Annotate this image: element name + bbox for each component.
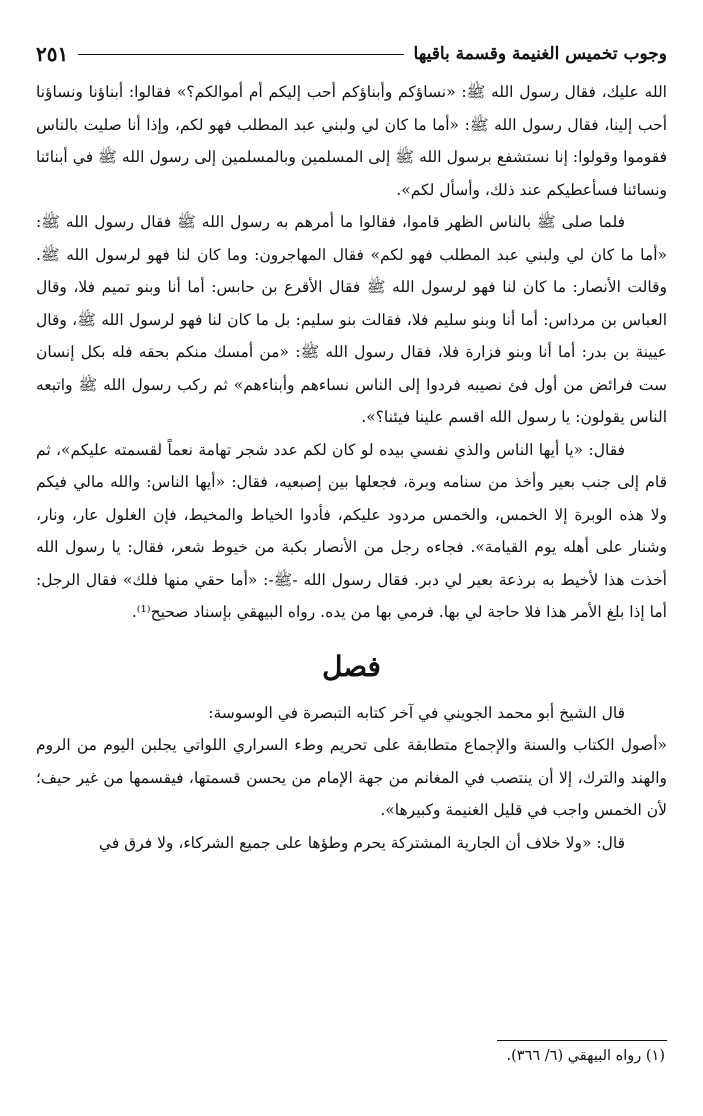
footnote: (١) رواه البيهقي (٦/ ٣٦٦). [506,1048,665,1064]
paragraph: قال الشيخ أبو محمد الجويني في آخر كتابه التبصرة في الوسوسة: [208,703,625,722]
paragraph: فلما صلى ﷺ بالناس الظهر قاموا، فقالوا ما أمرهم به رسول الله ﷺ فقال رسول الله ﷺ: «أما ما كان لي ولبني عبد المطلب فهو لكم» فقال المهاجرون: وما كان لنا فهو لرسول الله ﷺ. وقالت الأنصار: ما كان لنا فهو لرسول الله ﷺ فقال الأقرع بن حابس: أما أنا وبنو تميم فلا، وقال العباس بن مرداس: أما أنا وبنو سليم فلا، فقالت بنو سليم: بل ما كان لنا فهو لرسول الله ﷺ، وقال عيينة بن بدر: أما أنا وبنو فزارة فلا، فقال رسول الله ﷺ: «من أمسك منكم بحقه فله بكل إنسان ست فرائض من أول فئ نصيبه فردوا إلى الناس نساءهم وأبناءهم» ثم ركب رسول الله ﷺ واتبعه الناس يقولون: يا رسول الله اقسم علينا فيئنا؟». [36,213,667,426]
paragraph: فقال: «يا أيها الناس والذي نفسي بيده لو كان لكم عدد شجر تهامة نعماً لقسمته عليكم»، ثم قام إلى جنب بعير وأخذ من سنامه وبرة، فجعلها بين إصبعيه، فقال: «أيها الناس: والله مالي فيكم ولا هذه الوبرة إلا الخمس، والخمس مردود عليكم، فأدوا الخياط والمخيط، فإن الغلول عار، ونار، وشنار على أهله يوم القيامة». فجاءه رجل من الأنصار بكبة من خيوط شعر، فقال: يا رسول الله أخذت هذا لأخيط به برذعة بعير لي دبر. فقال رسول الله -ﷺ-: «أما حقي منها فلك» فقال الرجل: أما إذا بلغ الأمر هذا فلا حاجة لي بها. فرمي بها من يده. رواه البيهقي بإسناد صحيح⁽¹⁾. [36,440,667,621]
running-title: وجوب تخميس الغنيمة وقسمة باقيها [413,44,667,64]
page-number: ٢٥١ [36,42,69,66]
section-title: فصل [322,649,381,683]
header-rule [78,54,403,55]
paragraph: قال: «ولا خلاف أن الجارية المشتركة يحرم وطؤها على جميع الشركاء، ولا فرق في [98,833,625,852]
page-header [36,38,667,70]
paragraph: «أصول الكتاب والسنة والإجماع متطابقة على تحريم وطء السراري اللواتي يجلبن اليوم من الروم والهند والترك، إلا أن ينتصب في المغانم من جهة الإمام من يحسن قسمتها، فيقسمها من غير حيف؛ لأن الخمس واجب في قليل الغنيمة وكبيرها». [36,736,667,819]
paragraph: الله عليك، فقال رسول الله ﷺ: «نساؤكم وأبناؤكم أحب إليكم أم أموالكم؟» فقالوا: أبناؤنا ونساؤنا أحب إلينا، فقال رسول الله ﷺ: «أما ما كان لي ولبني عبد المطلب فهو لكم، وإذا أنا صليت بالناس فقوموا وقولوا: إنا نستشفع برسول الله ﷺ إلى المسلمين وبالمسلمين إلى رسول الله ﷺ في أبنائنا ونسائنا فسأعطيكم عند ذلك، وأسأل لكم». [36,83,667,199]
main-text [36,76,667,859]
footnote-rule [497,1040,667,1041]
